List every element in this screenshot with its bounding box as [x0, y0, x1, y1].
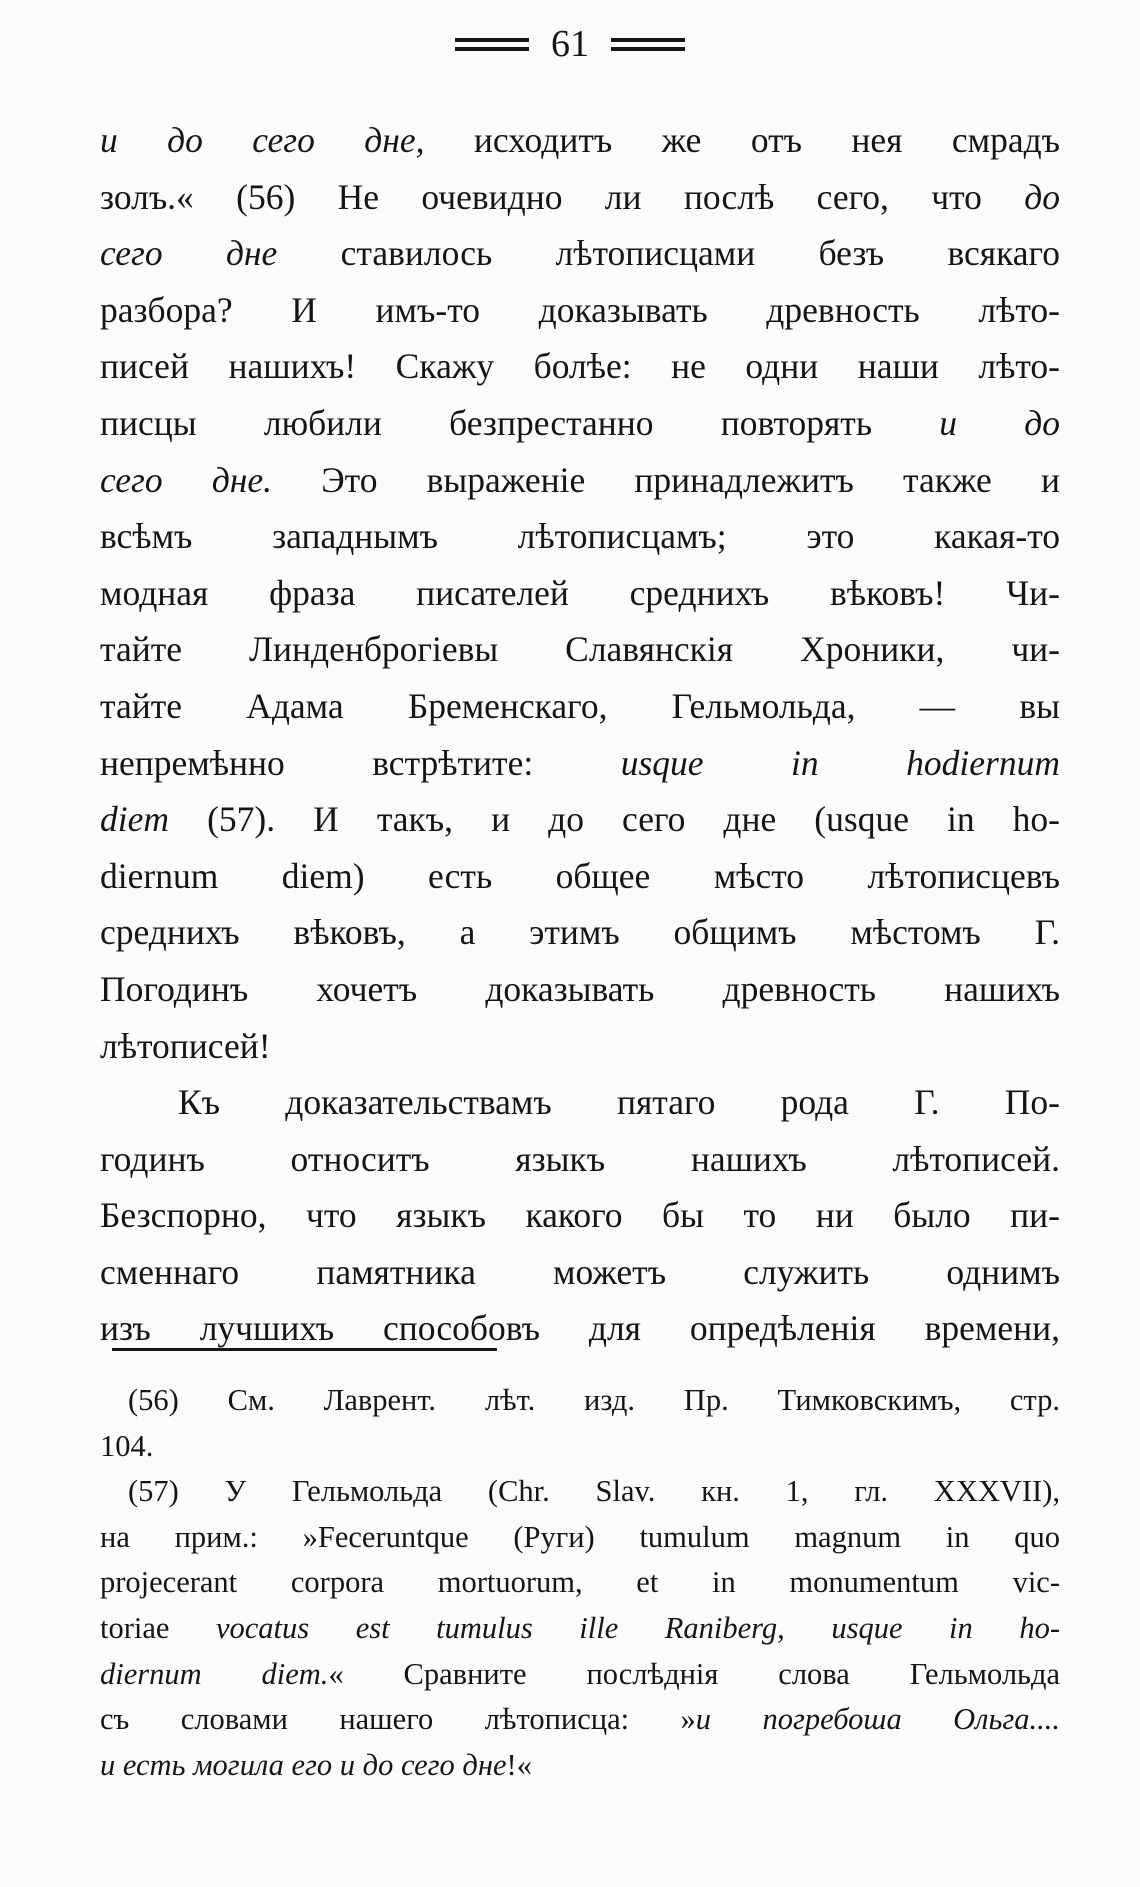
footnote-line: diernum diem.« Сравните послѣднія слова Гельмольда	[100, 1656, 1061, 1691]
text-line-paragraph-start: Къ доказательствамъ пятаго рода Г. По-	[178, 1082, 1060, 1123]
text-line: всѣмъ западнымъ лѣтописцамъ; это какая-то	[100, 516, 1060, 557]
header-ornament-right	[611, 35, 685, 53]
text-line: разбора? И имъ-то доказывать древность лѣто-	[100, 289, 1060, 330]
text-line: непремѣнно встрѣтите: usque in hodiernum	[100, 742, 1060, 783]
footnote-line: съ словами нашего лѣтописца: »и погребоша Ольга....	[100, 1702, 1060, 1737]
text-line: писей нашихъ! Скажу болѣе: не одни наши лѣто-	[100, 346, 1060, 387]
text-line: лѣтописей!	[100, 1025, 271, 1066]
footnote-line: projecerant corpora mortuorum, et in monumentum vic-	[100, 1565, 1060, 1600]
footnotes	[100, 1378, 1060, 1788]
main-text	[100, 112, 1060, 1357]
text-line: сменнаго памятника можетъ служить однимъ	[100, 1251, 1060, 1292]
header-ornament-left	[455, 35, 529, 53]
text-line: годинъ относитъ языкъ нашихъ лѣтописей.	[100, 1138, 1060, 1179]
text-line: изъ лучшихъ способовъ для опредѣленія времени,	[100, 1308, 1060, 1349]
text-line: diem (57). И такъ, и до сего дне (usque in ho-	[100, 799, 1060, 840]
text-line: сего дне ставилось лѣтописцами безъ всякаго	[100, 233, 1060, 274]
text-line: diernum diem) есть общее мѣсто лѣтописцевъ	[100, 855, 1060, 896]
footnote-line: и есть могила его и до сего дне!«	[100, 1747, 532, 1782]
footnote-line: на прим.: »Feceruntque (Руги) tumulum magnum in quo	[100, 1519, 1060, 1554]
text-line: тайте Адама Бременскаго, Гельмольда, — вы	[100, 685, 1060, 726]
text-line: Безспорно, что языкъ какого бы то ни было пи-	[100, 1195, 1060, 1236]
page-number: 61	[551, 23, 589, 66]
text-line: писцы любили безпрестанно повторять и до	[100, 402, 1061, 443]
footnote-line: (56) См. Лаврент. лѣт. изд. Пр. Тимковскимъ, стр.	[128, 1383, 1060, 1417]
text-line: золъ.« (56) Не очевидно ли послѣ сего, что до	[100, 176, 1060, 217]
footnote-line: (57) У Гельмольда (Chr. Slav. кн. 1, гл. XXXVII),	[128, 1474, 1060, 1509]
page-header	[0, 18, 1140, 67]
footnote-separator	[112, 1348, 497, 1351]
text-line: и до сего дне, исходитъ же отъ нея смрадъ	[100, 120, 1060, 160]
text-line: сего дне. Это выраженіе принадлежитъ также и	[100, 459, 1060, 500]
text-line: Погодинъ хочетъ доказывать древность нашихъ	[100, 968, 1060, 1009]
text-line: модная фраза писателей среднихъ вѣковъ! Чи-	[100, 572, 1060, 613]
footnote-line: 104.	[100, 1428, 154, 1463]
text-line: среднихъ вѣковъ, а этимъ общимъ мѣстомъ Г.	[100, 912, 1060, 953]
footnote-line: toriae vocatus est tumulus ille Raniberg, usque in ho-	[100, 1610, 1060, 1645]
text-line: тайте Линденброгіевы Славянскія Хроники, чи-	[100, 629, 1060, 670]
